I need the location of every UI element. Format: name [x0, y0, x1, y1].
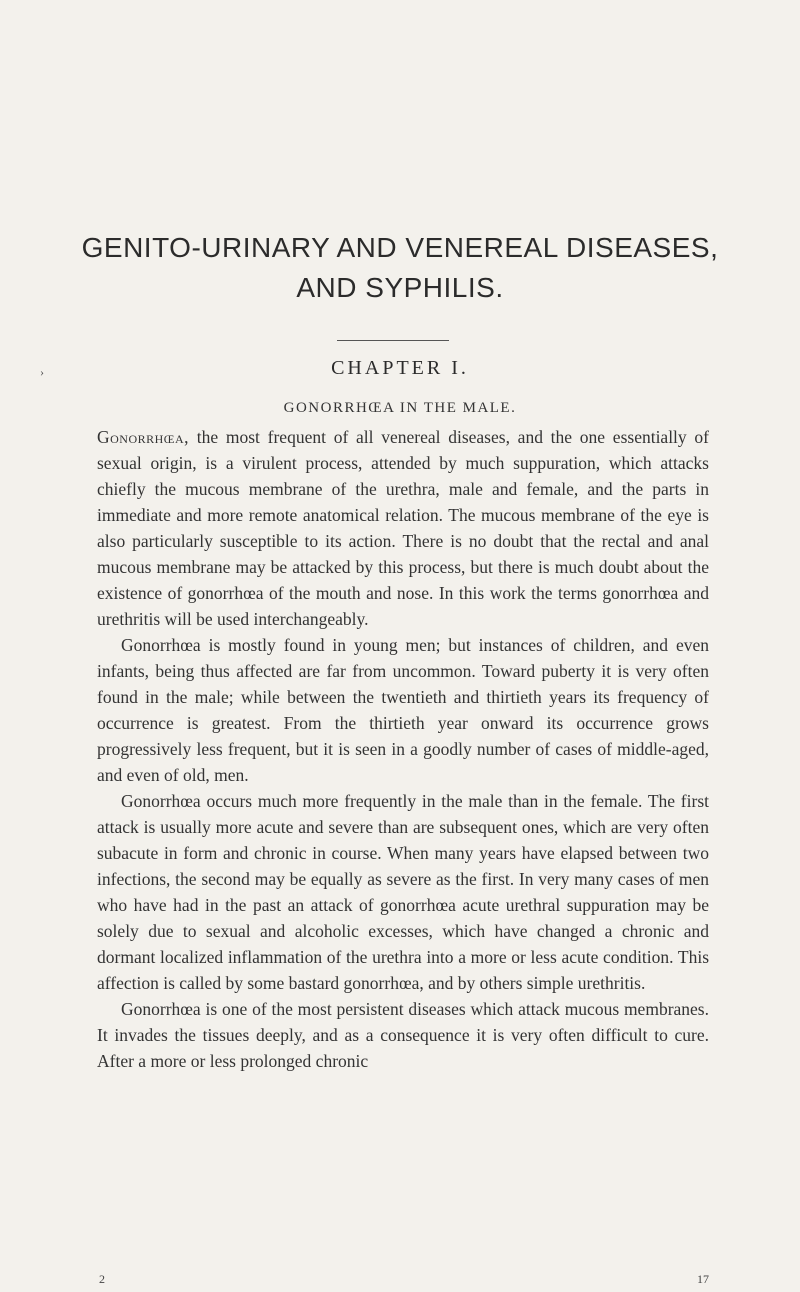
book-title-line-1: GENITO-URINARY AND VENEREAL DISEASES,	[81, 232, 719, 263]
book-title	[0, 228, 800, 308]
chapter-heading: CHAPTER I.	[331, 357, 469, 379]
paragraph	[97, 424, 709, 632]
body-text	[97, 424, 709, 1074]
signature-mark: 2	[99, 1272, 105, 1286]
title-rule	[337, 340, 449, 341]
paragraph: Gonorrhœa is mostly found in young men; but instances of children, and even infants, being thus affected are far from uncommon. Toward puberty it is very often found in the male; while between the twentieth and thirtieth years its frequency of occurrence is greatest. From the thirtieth year onward its occurrence grows progressively less frequent, but it is seen in a goodly number of cases of middle-aged, and even of old, men.	[97, 635, 709, 785]
margin-mark: ›	[40, 365, 44, 379]
book-title-line-2: AND SYPHILIS.	[296, 272, 504, 303]
paragraph: Gonorrhœa is one of the most persistent diseases which attack mucous membranes. It invades the tissues deeply, and as a consequence it is very often difficult to cure. After a more or less prolonged chronic	[97, 999, 709, 1071]
page-number: 17	[697, 1272, 709, 1286]
paragraph-lead: Gonorrhœa,	[97, 427, 190, 447]
paragraph-text: the most frequent of all venereal diseases, and the one essentially of sexual origin, is a virulent process, attended by much suppuration, which attacks chiefly the mucous membrane of the urethra, male and female, and the parts in immediate and more remote anatomical relation. The mucous membrane of the eye is also particularly susceptible to its action. There is no doubt that the rectal and anal mucous membrane may be attacked by this process, but there is much doubt about the existence of gonorrhœa of the mouth and nose. In this work the terms gonorrhœa and urethritis will be used interchangeably.	[97, 427, 709, 629]
paragraph: Gonorrhœa occurs much more frequently in the male than in the female. The first attack is usually more acute and severe than are subsequent ones, which are very often subacute in form and chronic in course. When many years have elapsed between two infections, the second may be equally as severe as the first. In very many cases of men who have had in the past an attack of gonorrhœa acute urethral suppuration may be solely due to sexual and alcoholic excesses, which have changed a chronic and dormant localized inflammation of the urethra into a more or less acute condition. This affection is called by some bastard gonorrhœa, and by others simple urethritis.	[97, 791, 709, 993]
section-heading: GONORRHŒA IN THE MALE.	[283, 400, 517, 416]
